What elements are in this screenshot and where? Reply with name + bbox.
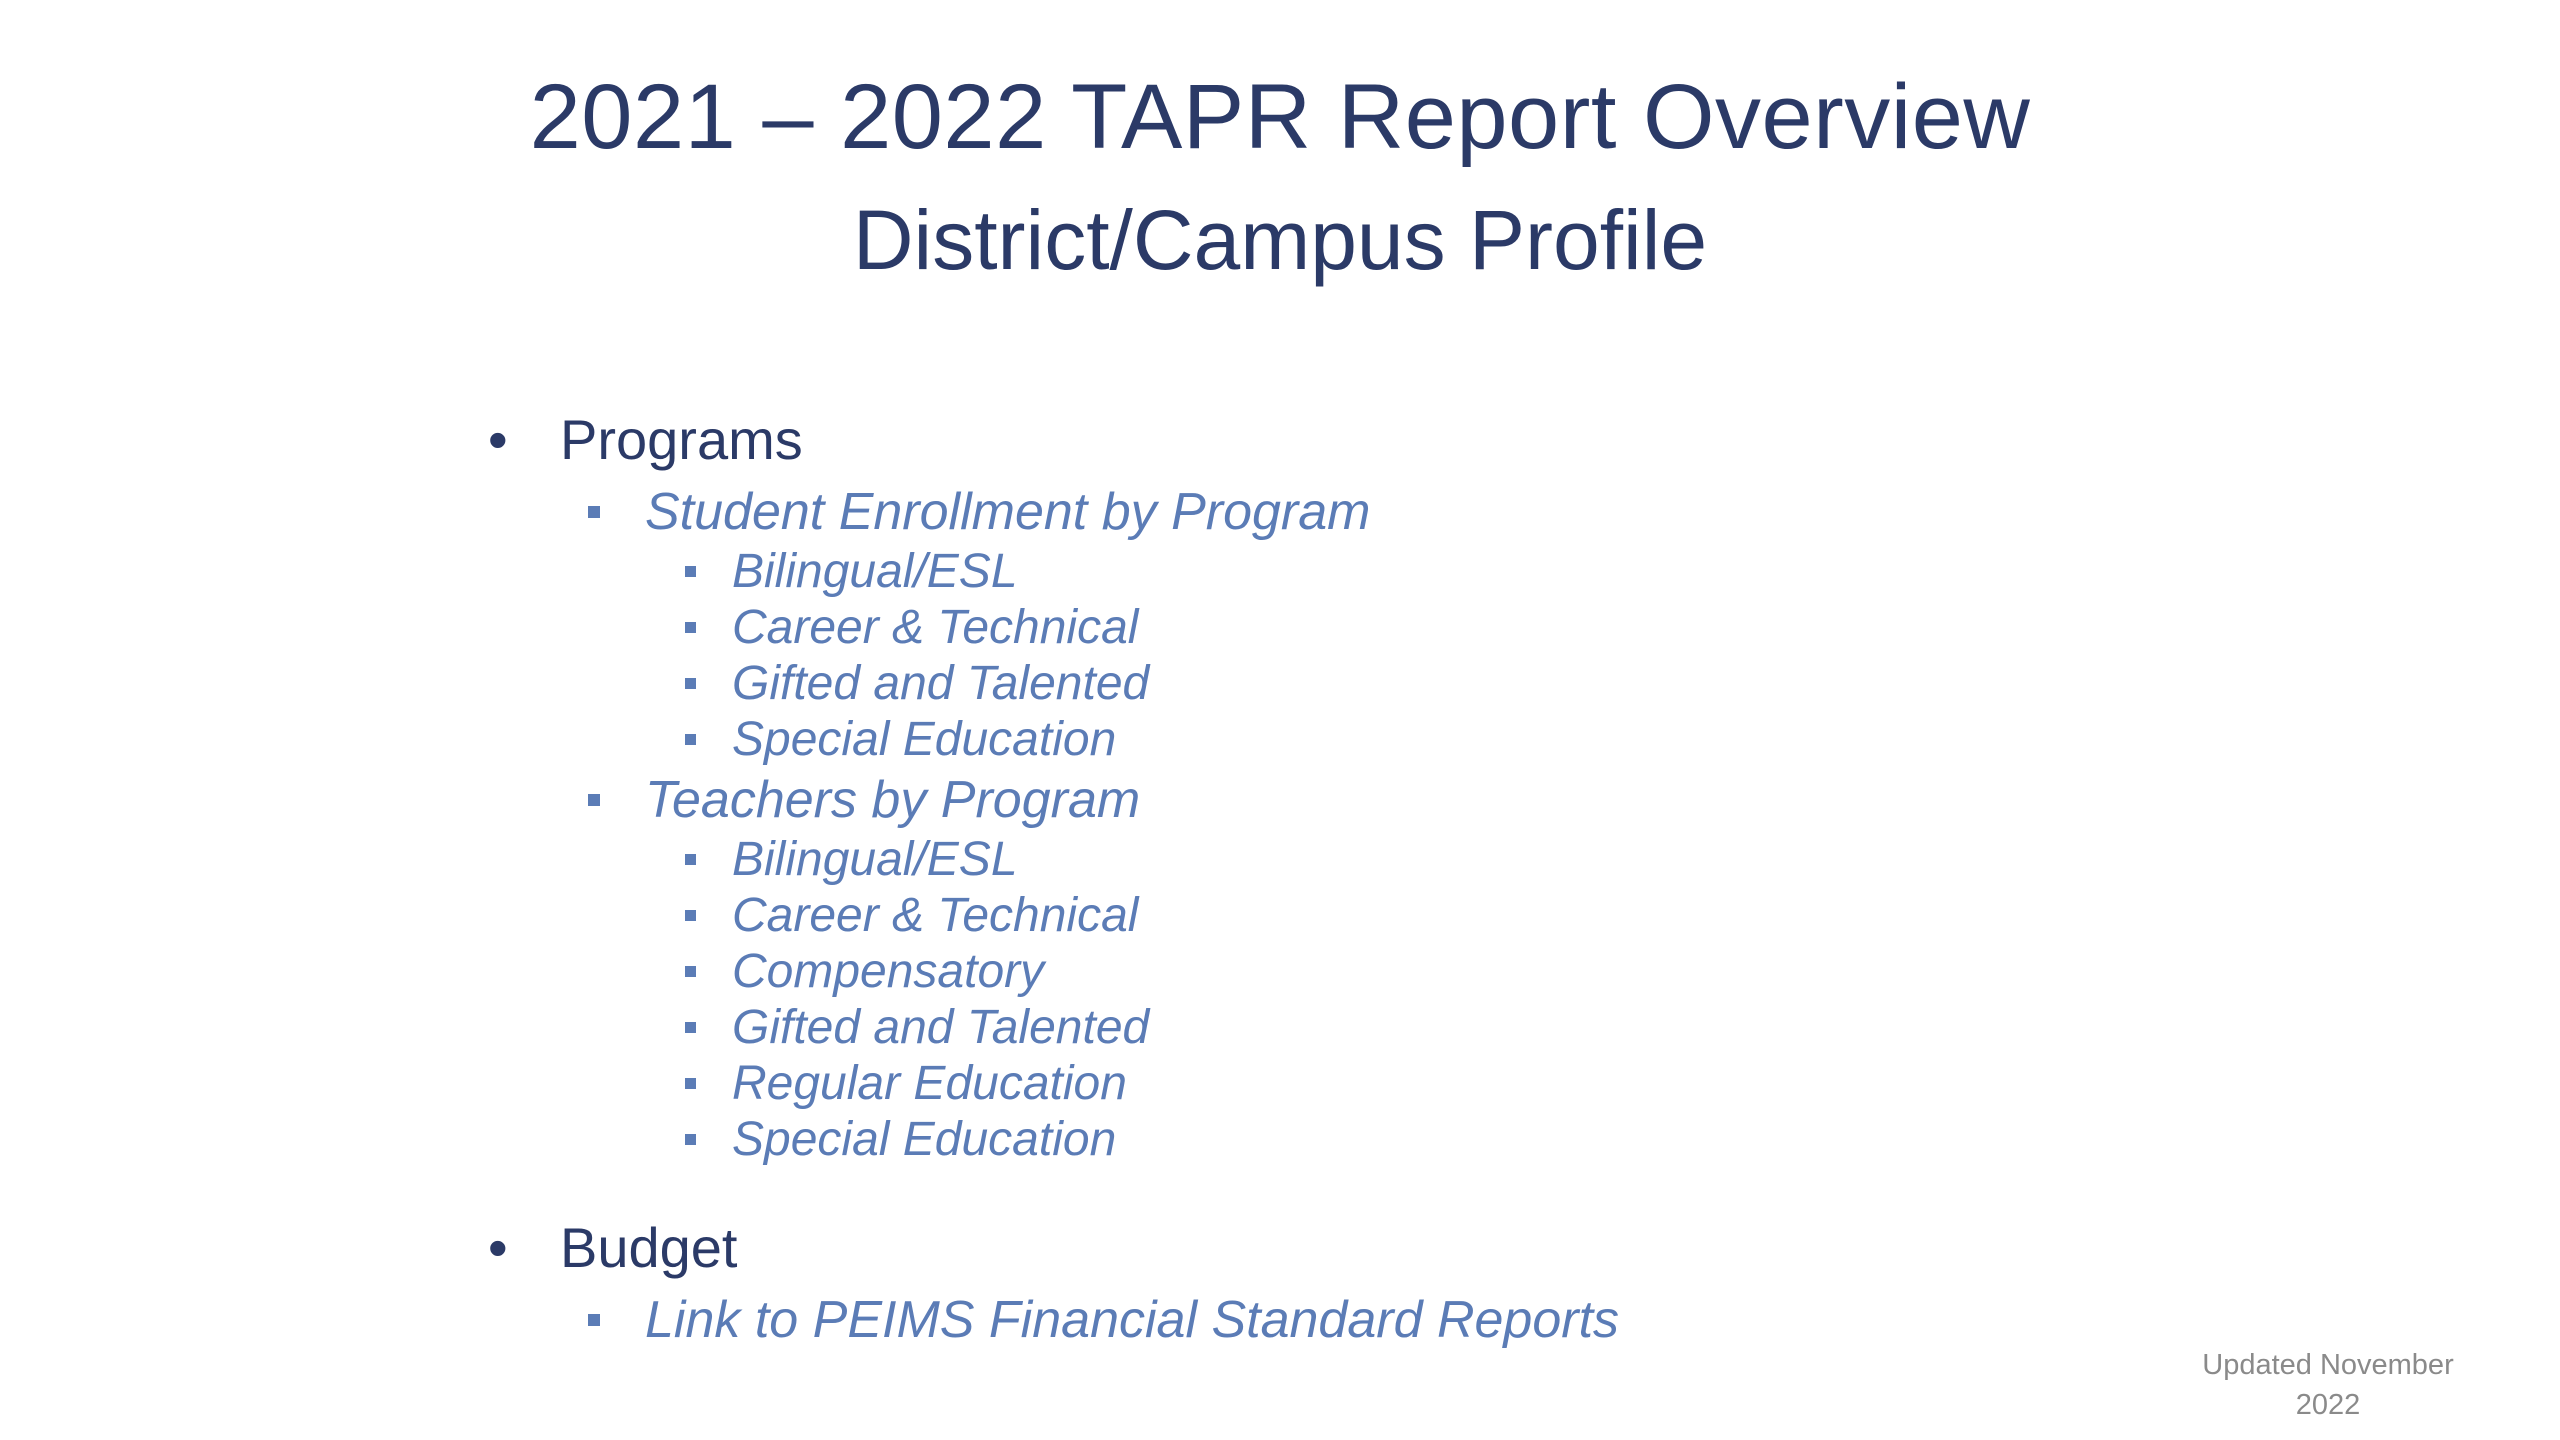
list-subitem-label: Career & Technical: [732, 601, 1139, 654]
list-item-teachers-by-program: [480, 768, 2280, 832]
list-subitem: [480, 656, 2280, 712]
slide-subtitle: District/Campus Profile: [852, 193, 1708, 287]
square-bullet-icon: [588, 1314, 600, 1326]
square-bullet-icon: [685, 1078, 696, 1089]
section-heading-programs: [480, 400, 2280, 480]
list-subitem-label: Compensatory: [732, 945, 1045, 998]
list-subitem: [480, 832, 2280, 888]
section-heading-budget: [480, 1208, 2280, 1288]
list-subitem: [480, 600, 2280, 656]
list-item-label: Teachers by Program: [645, 771, 1141, 829]
peims-financial-link[interactable]: [480, 1288, 2280, 1352]
section-heading-label: Programs: [560, 408, 803, 471]
list-subitem: [480, 1056, 2280, 1112]
footer-line: Updated November: [2202, 1349, 2454, 1381]
square-bullet-icon: [685, 854, 696, 865]
list-subitem-label: Special Education: [732, 1113, 1117, 1166]
square-bullet-icon: [588, 506, 600, 518]
square-bullet-icon: [685, 734, 696, 745]
list-subitem-label: Career & Technical: [732, 889, 1139, 942]
footer-line: 2022: [2295, 1389, 2361, 1421]
square-bullet-icon: [588, 794, 600, 806]
list-subitem: [480, 1112, 2280, 1168]
square-bullet-icon: [685, 1134, 696, 1145]
list-subitem-label: Gifted and Talented: [732, 1001, 1150, 1054]
list-subitem-label: Gifted and Talented: [732, 657, 1150, 710]
list-subitem: [480, 944, 2280, 1000]
section-spacer: [480, 1168, 2280, 1208]
slide-title: 2021 – 2022 TAPR Report Overview: [529, 66, 2031, 168]
list-subitem: [480, 1000, 2280, 1056]
square-bullet-icon: [685, 966, 696, 977]
section-heading-label: Budget: [560, 1216, 738, 1279]
square-bullet-icon: [685, 678, 696, 689]
list-subitem-label: Regular Education: [732, 1057, 1127, 1110]
updated-footer: [2168, 1345, 2488, 1425]
list-subitem: [480, 888, 2280, 944]
title-block: [0, 55, 2560, 300]
square-bullet-icon: [685, 566, 696, 577]
list-subitem: [480, 712, 2280, 768]
list-item-label[interactable]: Link to PEIMS Financial Standard Reports: [645, 1291, 1620, 1349]
list-subitem-label: Bilingual/ESL: [732, 545, 1018, 598]
list-subitem: [480, 544, 2280, 600]
list-subitem-label: Bilingual/ESL: [732, 833, 1018, 886]
list-item-student-enrollment: [480, 480, 2280, 544]
square-bullet-icon: [685, 910, 696, 921]
list-item-label: Student Enrollment by Program: [645, 483, 1371, 541]
square-bullet-icon: [685, 622, 696, 633]
bullet-icon: •: [488, 1216, 508, 1279]
bullet-icon: •: [488, 408, 508, 471]
bullet-list: [480, 400, 2280, 1352]
list-subitem-label: Special Education: [732, 713, 1117, 766]
square-bullet-icon: [685, 1022, 696, 1033]
